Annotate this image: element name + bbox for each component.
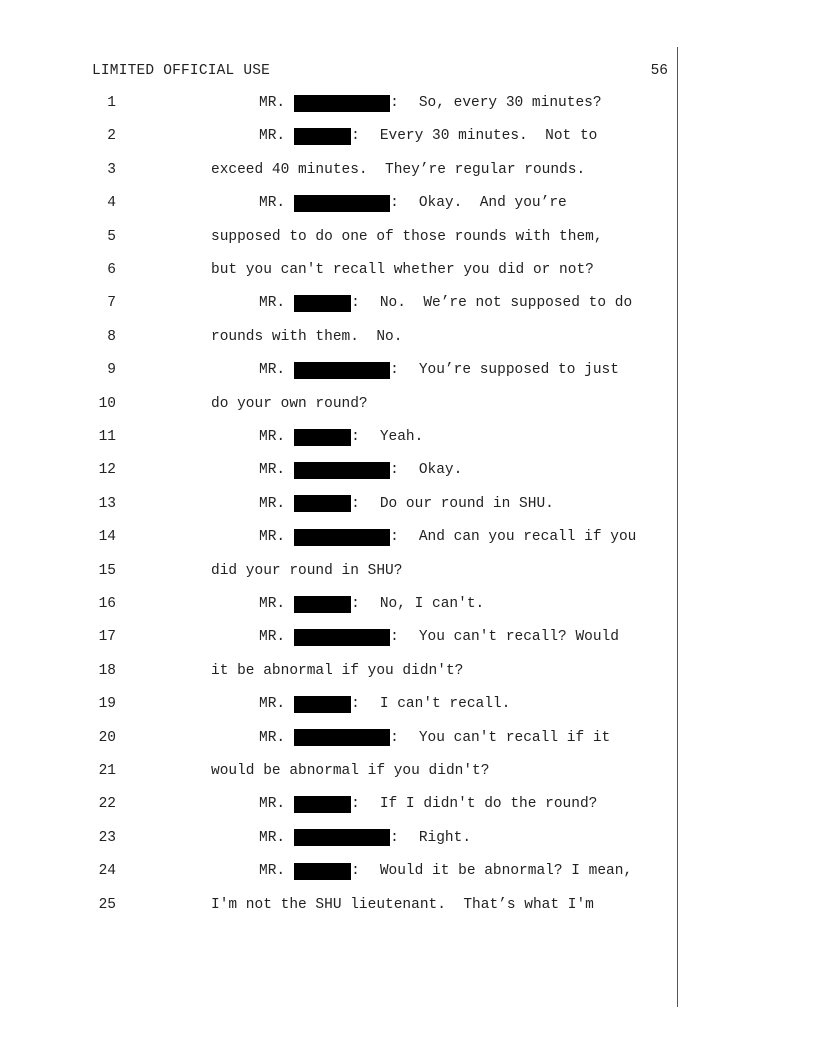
speaker-turn bbox=[259, 860, 632, 882]
transcript-line bbox=[0, 359, 676, 381]
redaction-block bbox=[294, 796, 351, 813]
line-number: 7 bbox=[107, 295, 116, 312]
speaker-turn bbox=[259, 526, 636, 548]
transcript-line bbox=[0, 292, 676, 314]
utterance-text: Okay. And you’re bbox=[418, 195, 567, 212]
utterance-text: If I didn't do the round? bbox=[379, 796, 598, 813]
speaker-colon: : bbox=[351, 495, 360, 512]
speaker-colon: : bbox=[351, 128, 360, 145]
page-number: 56 bbox=[650, 63, 668, 79]
redaction-block bbox=[294, 596, 351, 613]
speaker-colon: : bbox=[390, 95, 399, 111]
line-number: 14 bbox=[98, 529, 116, 546]
transcript-line bbox=[0, 493, 676, 515]
speaker-colon: : bbox=[351, 696, 360, 713]
speaker-prefix: MR. bbox=[259, 362, 286, 379]
transcript-line bbox=[0, 459, 676, 481]
speaker-prefix: MR. bbox=[259, 596, 286, 612]
transcript-line bbox=[0, 560, 676, 582]
redaction-block bbox=[294, 362, 390, 379]
transcript-line bbox=[0, 92, 676, 114]
redaction-block bbox=[294, 495, 351, 512]
speaker-turn bbox=[259, 359, 619, 381]
redaction-block bbox=[294, 128, 351, 145]
line-number: 13 bbox=[98, 495, 116, 512]
speaker-prefix: MR. bbox=[259, 495, 286, 512]
speaker-turn bbox=[259, 793, 597, 815]
speaker-prefix: MR. bbox=[259, 295, 286, 312]
transcript-line bbox=[0, 793, 676, 815]
redaction-block bbox=[294, 95, 390, 112]
speaker-prefix: MR. bbox=[259, 863, 286, 880]
speaker-colon: : bbox=[390, 362, 399, 379]
redaction-block bbox=[294, 729, 390, 746]
line-number: 5 bbox=[107, 228, 116, 245]
speaker-prefix: MR. bbox=[259, 95, 286, 111]
redaction-block bbox=[294, 863, 351, 880]
redaction-block bbox=[294, 696, 351, 713]
line-number: 25 bbox=[98, 896, 116, 913]
transcript-line bbox=[0, 393, 676, 415]
speaker-prefix: MR. bbox=[259, 696, 286, 713]
speaker-turn bbox=[259, 626, 619, 648]
speaker-turn bbox=[259, 693, 510, 715]
speaker-colon: : bbox=[351, 796, 360, 813]
line-number: 9 bbox=[107, 362, 116, 379]
redaction-block bbox=[294, 429, 351, 446]
transcript-line bbox=[0, 326, 676, 348]
speaker-colon: : bbox=[390, 629, 399, 646]
continuation-text: do your own round? bbox=[211, 395, 368, 412]
continuation-text: rounds with them. No. bbox=[211, 328, 403, 345]
continuation-text: would be abnormal if you didn't? bbox=[211, 763, 490, 779]
utterance-text: And can you recall if you bbox=[418, 529, 637, 546]
line-number: 12 bbox=[98, 462, 116, 479]
speaker-turn bbox=[259, 593, 484, 615]
speaker-colon: : bbox=[390, 462, 399, 479]
speaker-colon: : bbox=[351, 429, 360, 445]
speaker-turn bbox=[259, 125, 597, 147]
utterance-text: Every 30 minutes. Not to bbox=[379, 128, 598, 145]
speaker-prefix: MR. bbox=[259, 195, 286, 212]
utterance-text: Would it be abnormal? I mean, bbox=[379, 863, 633, 880]
utterance-text: You’re supposed to just bbox=[418, 362, 619, 379]
line-number: 23 bbox=[98, 829, 116, 846]
line-number: 15 bbox=[98, 562, 116, 579]
transcript-line bbox=[0, 760, 676, 782]
transcript-line bbox=[0, 125, 676, 147]
continuation-text: supposed to do one of those rounds with them, bbox=[211, 228, 603, 245]
line-number: 17 bbox=[98, 629, 116, 646]
speaker-prefix: MR. bbox=[259, 529, 286, 546]
utterance-text: I can't recall. bbox=[379, 696, 511, 713]
line-number: 1 bbox=[107, 95, 116, 111]
line-number: 3 bbox=[107, 161, 116, 178]
utterance-text: Do our round in SHU. bbox=[379, 495, 554, 512]
speaker-turn bbox=[259, 727, 610, 749]
speaker-turn bbox=[259, 192, 567, 214]
speaker-prefix: MR. bbox=[259, 429, 286, 445]
line-number: 6 bbox=[107, 262, 116, 278]
redaction-block bbox=[294, 195, 390, 212]
speaker-prefix: MR. bbox=[259, 462, 286, 479]
line-number: 11 bbox=[98, 429, 116, 445]
speaker-prefix: MR. bbox=[259, 128, 286, 145]
transcript-line bbox=[0, 894, 676, 916]
transcript-line bbox=[0, 727, 676, 749]
utterance-text: No, I can't. bbox=[379, 596, 485, 612]
speaker-colon: : bbox=[351, 295, 360, 312]
transcript-line bbox=[0, 660, 676, 682]
line-number: 21 bbox=[98, 763, 116, 779]
continuation-text: exceed 40 minutes. They’re regular rounds. bbox=[211, 161, 586, 178]
transcript-line bbox=[0, 259, 676, 281]
utterance-text: So, every 30 minutes? bbox=[418, 95, 602, 111]
classification-header: LIMITED OFFICIAL USE bbox=[92, 63, 271, 79]
utterance-text: You can't recall if it bbox=[418, 729, 611, 746]
line-number: 4 bbox=[107, 195, 116, 212]
continuation-text: but you can't recall whether you did or not? bbox=[211, 262, 594, 278]
speaker-turn bbox=[259, 827, 471, 849]
transcript-line bbox=[0, 226, 676, 248]
speaker-colon: : bbox=[351, 596, 360, 612]
continuation-text: I'm not the SHU lieutenant. That’s what I'm bbox=[211, 896, 594, 913]
utterance-text: You can't recall? Would bbox=[418, 629, 619, 646]
speaker-turn bbox=[259, 493, 554, 515]
transcript-line bbox=[0, 192, 676, 214]
line-number: 22 bbox=[98, 796, 116, 813]
speaker-turn bbox=[259, 459, 462, 481]
redaction-block bbox=[294, 295, 351, 312]
speaker-colon: : bbox=[351, 863, 360, 880]
line-number: 8 bbox=[107, 328, 116, 345]
speaker-colon: : bbox=[390, 195, 399, 212]
transcript-line bbox=[0, 626, 676, 648]
transcript-line bbox=[0, 693, 676, 715]
line-number: 24 bbox=[98, 863, 116, 880]
speaker-prefix: MR. bbox=[259, 629, 286, 646]
speaker-prefix: MR. bbox=[259, 829, 286, 846]
line-number: 2 bbox=[107, 128, 116, 145]
speaker-colon: : bbox=[390, 729, 399, 746]
transcript-line bbox=[0, 827, 676, 849]
line-number: 10 bbox=[98, 395, 116, 412]
transcript-line bbox=[0, 426, 676, 448]
line-number: 16 bbox=[98, 596, 116, 612]
utterance-text: Yeah. bbox=[379, 429, 424, 445]
speaker-prefix: MR. bbox=[259, 729, 286, 746]
speaker-prefix: MR. bbox=[259, 796, 286, 813]
line-number: 19 bbox=[98, 696, 116, 713]
line-number: 18 bbox=[98, 662, 116, 679]
continuation-text: it be abnormal if you didn't? bbox=[211, 662, 464, 679]
utterance-text: Okay. bbox=[418, 462, 463, 479]
transcript-line bbox=[0, 159, 676, 181]
utterance-text: No. We’re not supposed to do bbox=[379, 295, 633, 312]
transcript-line bbox=[0, 860, 676, 882]
redaction-block bbox=[294, 829, 390, 846]
speaker-colon: : bbox=[390, 529, 399, 546]
utterance-text: Right. bbox=[418, 829, 472, 846]
speaker-colon: : bbox=[390, 829, 399, 846]
redaction-block bbox=[294, 529, 390, 546]
continuation-text: did your round in SHU? bbox=[211, 562, 403, 579]
transcript-line bbox=[0, 593, 676, 615]
line-number: 20 bbox=[98, 729, 116, 746]
speaker-turn bbox=[259, 92, 602, 114]
speaker-turn bbox=[259, 426, 423, 448]
speaker-turn bbox=[259, 292, 632, 314]
redaction-block bbox=[294, 629, 390, 646]
redaction-block bbox=[294, 462, 390, 479]
transcript-line bbox=[0, 526, 676, 548]
